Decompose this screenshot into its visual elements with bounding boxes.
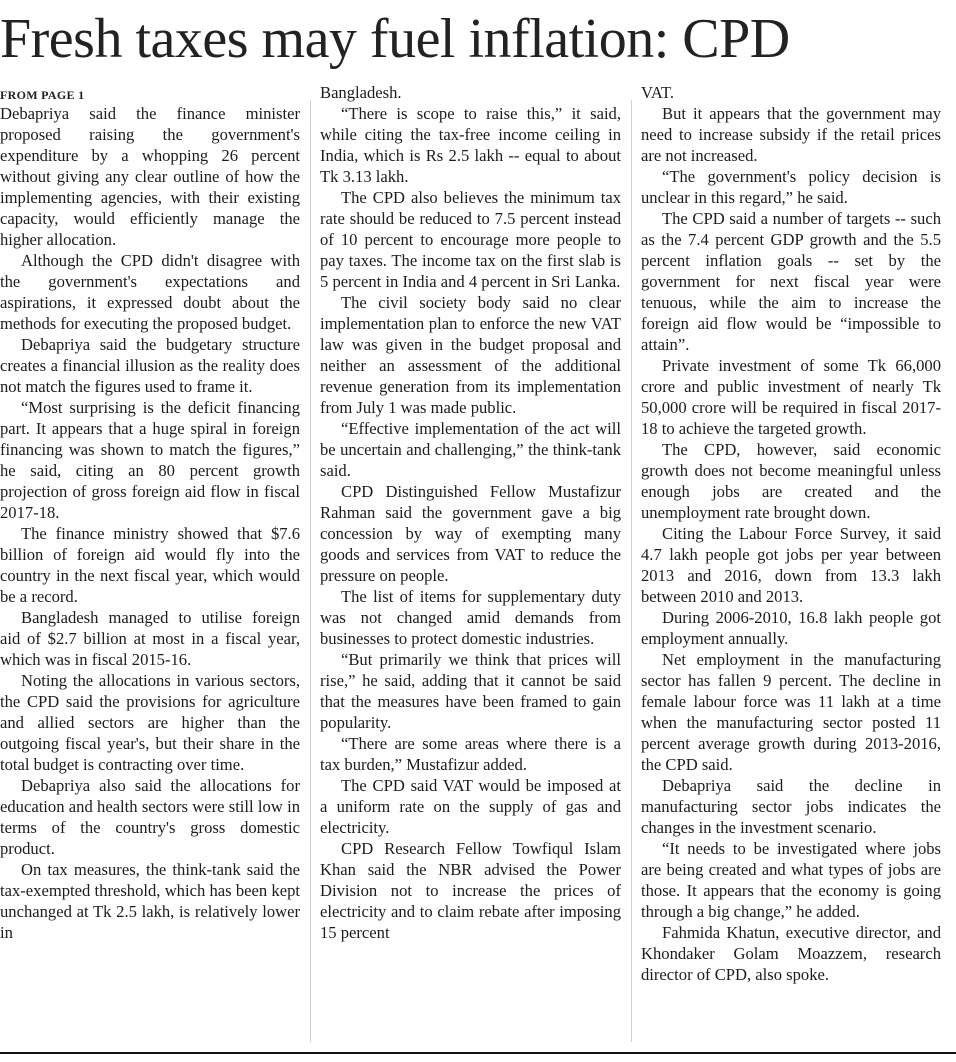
paragraph: Citing the Labour Force Survey, it said 4.7 lakh people got jobs per year between 2013 and 2016, down from 13.3 lakh between 2010 and 2013. [641, 524, 941, 606]
paragraph: Debapriya said the finance minister proposed raising the government's expenditure by a whopping 26 percent without giving any clear outline of how the implementing agencies, with their existing capacity, would efficiently manage the higher allocation. [0, 104, 300, 249]
paragraph: Debapriya also said the allocations for education and health sectors were still low in terms of the country's gross domestic product. [0, 776, 300, 858]
paragraph: Debapriya said the budgetary structure creates a financial illusion as the reality does not match the figures used to frame it. [0, 335, 300, 396]
paragraph: Fahmida Khatun, executive director, and Khondaker Golam Moazzem, research director of CPD, also spoke. [641, 923, 941, 984]
column-divider [310, 100, 311, 1042]
paragraph: But it appears that the government may need to increase subsidy if the retail prices are not increased. [641, 104, 941, 165]
paragraph: The list of items for supplementary duty was not changed amid demands from businesses to protect domestic industries. [320, 587, 621, 648]
paragraph: The finance ministry showed that $7.6 billion of foreign aid would fly into the country in the next fiscal year, which would be a record. [0, 524, 300, 606]
paragraph: CPD Distinguished Fellow Mustafizur Rahman said the government gave a big concession by way of exempting many goods and services from VAT to reduce the pressure on people. [320, 482, 621, 585]
paragraph: “The government's policy decision is unclear in this regard,” he said. [641, 167, 941, 207]
paragraph: The CPD said VAT would be imposed at a uniform rate on the supply of gas and electricity. [320, 776, 621, 837]
paragraph: “Effective implementation of the act will be uncertain and challenging,” the think-tank said. [320, 419, 621, 480]
paragraph: VAT. [641, 83, 675, 102]
paragraph: “There are some areas where there is a tax burden,” Mustafizur added. [320, 734, 621, 774]
paragraph: Bangladesh managed to utilise foreign aid of $2.7 billion at most in a fiscal year, which was in fiscal 2015-16. [0, 608, 300, 669]
paragraph: Net employment in the manufacturing sector has fallen 9 percent. The decline in female labour force was 11 lakh at a time when the manufacturing sector posted 11 percent average growth during 2013-2016, the CPD said. [641, 650, 941, 774]
headline: Fresh taxes may fuel inflation: CPD [0, 8, 790, 70]
paragraph: Bangladesh. [320, 83, 402, 102]
paragraph: Noting the allocations in various sectors, the CPD said the provisions for agriculture and allied sectors are higher than the outgoing fiscal year's, but their share in the total budget is contracting over time. [0, 671, 300, 774]
paragraph: CPD Research Fellow Towfiqul Islam Khan said the NBR advised the Power Division not to increase the prices of electricity and to claim rebate after imposing 15 percent [320, 839, 621, 942]
article-column-3 [641, 82, 941, 985]
paragraph: Although the CPD didn't disagree with the government's expectations and aspirations, it expressed doubt about the methods for executing the proposed budget. [0, 251, 300, 333]
paragraph: “But primarily we think that prices will rise,” he said, adding that it cannot be said that the measures have been framed to gain popularity. [320, 650, 621, 732]
paragraph: Debapriya said the decline in manufacturing sector jobs indicates the changes in the investment scenario. [641, 776, 941, 837]
column-divider [631, 100, 632, 1042]
article-column-2 [320, 82, 621, 943]
paragraph: The CPD, however, said economic growth does not become meaningful unless enough jobs are created and the unemployment rate brought down. [641, 440, 941, 522]
paragraph: Private investment of some Tk 66,000 crore and public investment of nearly Tk 50,000 crore will be required in fiscal 2017-18 to achieve the targeted growth. [641, 356, 941, 438]
paragraph: On tax measures, the think-tank said the tax-exempted threshold, which has been kept unchanged at Tk 2.5 lakh, is relatively lower in [0, 860, 300, 942]
paragraph: The CPD also believes the minimum tax rate should be reduced to 7.5 percent instead of 10 percent to encourage more people to pay taxes. The income tax on the first slab is 5 percent in India and 4 percent in Sri Lanka. [320, 188, 621, 291]
article-column-1 [0, 103, 300, 943]
paragraph: The CPD said a number of targets -- such as the 7.4 percent GDP growth and the 5.5 percent inflation goals -- set by the government for next fiscal year were tenuous, while the aim to increase the foreign aid flow would be “impossible to attain”. [641, 209, 941, 354]
bottom-border [0, 1052, 956, 1054]
paragraph: “There is scope to raise this,” it said, while citing the tax-free income ceiling in India, which is Rs 2.5 lakh -- equal to about Tk 3.13 lakh. [320, 104, 621, 186]
paragraph: “It needs to be investigated where jobs are being created and what types of jobs are those. It appears that the economy is going through a big change,” he added. [641, 839, 941, 921]
paragraph: During 2006-2010, 16.8 lakh people got employment annually. [641, 608, 941, 648]
continuation-kicker: FROM PAGE 1 [0, 88, 85, 102]
paragraph: The civil society body said no clear implementation plan to enforce the new VAT law was given in the budget proposal and neither an assessment of the additional revenue generation from its implementation from July 1 was made public. [320, 293, 621, 417]
paragraph: “Most surprising is the deficit financing part. It appears that a huge spiral in foreign financing was shown to match the figures,” he said, citing an 80 percent growth projection of gross foreign aid flow in fiscal 2017-18. [0, 398, 300, 522]
